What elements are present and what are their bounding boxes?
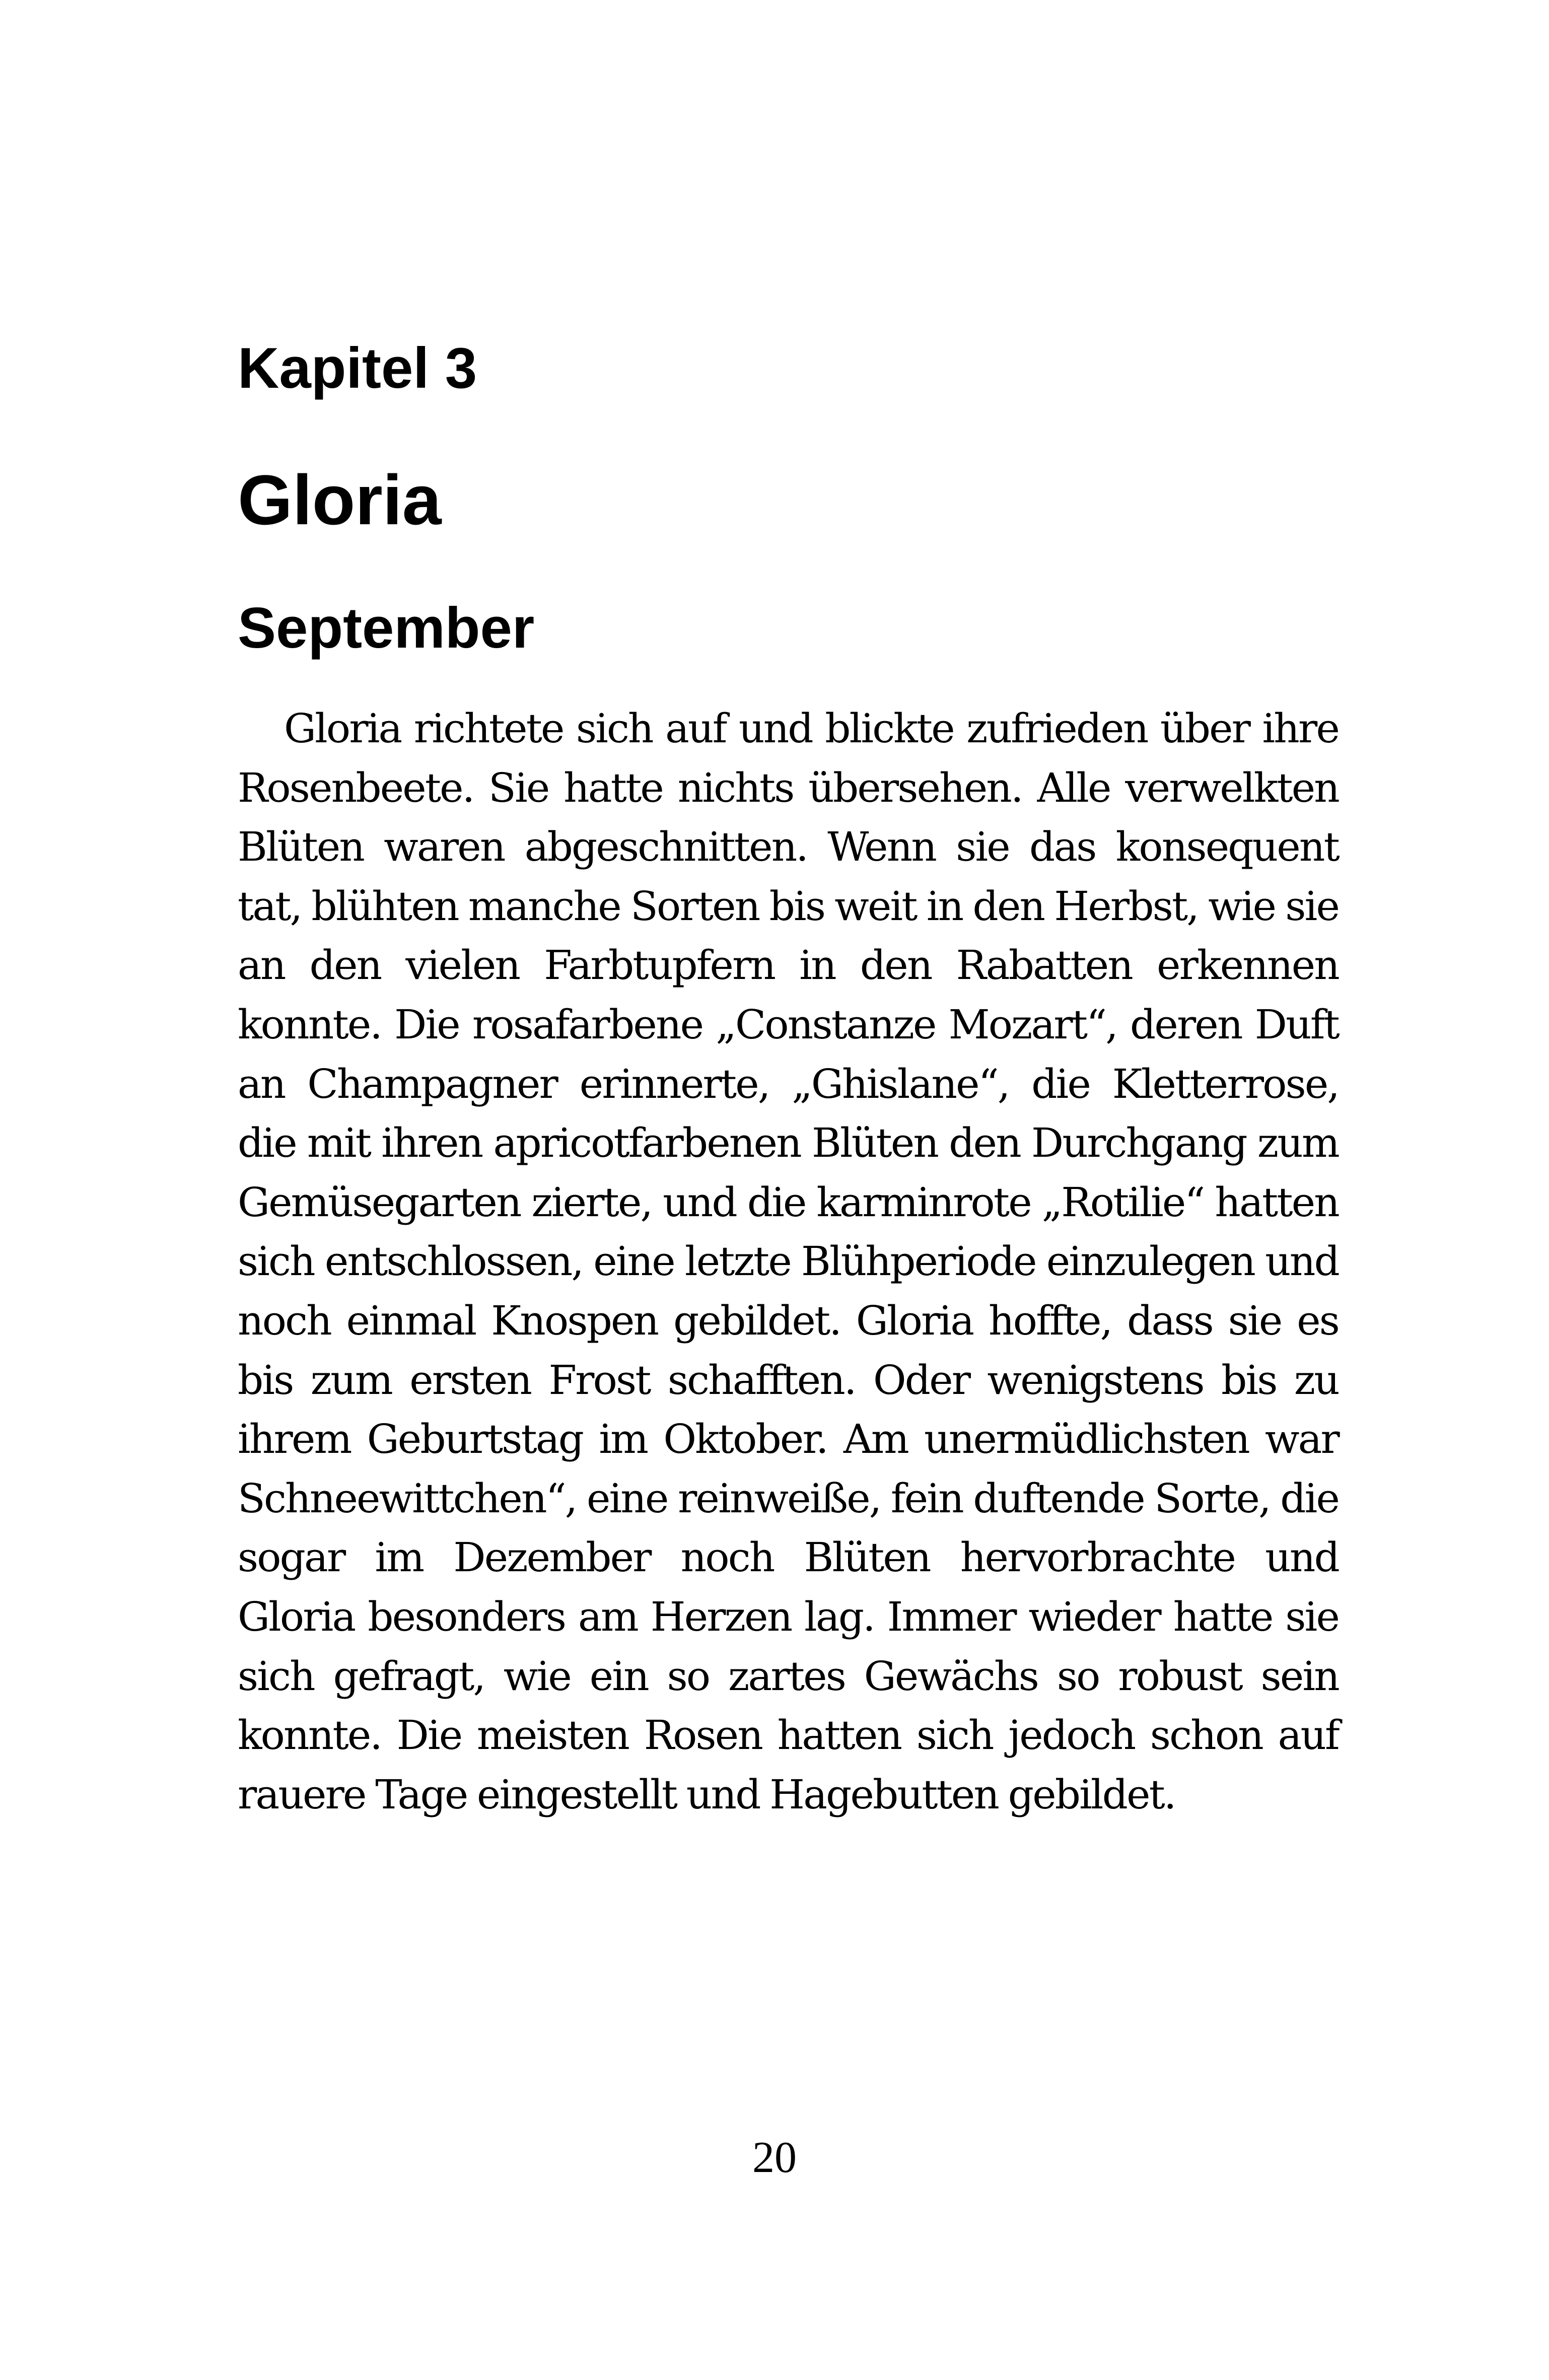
- chapter-title: Gloria: [238, 460, 442, 539]
- page-number: 20: [752, 2133, 797, 2182]
- body-paragraph: Gloria richtete sich auf und blickte zufrieden über ihre Rosenbeete. Sie hatte nichts übersehen. Alle verwelkten Blüten waren abgeschnitten. Wenn sie das konsequent tat, blühten manche Sorten bis weit in den Herbst, wie sie an den vielen Farbtupfern in den Rabatten erkennen konnte. Die rosafarbene „Constanze Mozart“, deren Duft an Champagner erinnerte, „Ghislane“, die Kletterrose, die mit ihren apricotfarbenen Blüten den Durchgang zum Gemüsegarten zierte, und die karminrote „Rotilie“ hatten sich entschlossen, eine letzte Blühperiode einzulegen und noch einmal Knospen gebildet. Gloria hoffte, dass sie es bis zum ersten Frost schafften. Oder wenigstens bis zu ihrem Geburtstag im Oktober. Am unermüdlichsten war Schneewittchen“, eine reinweiße, fein duftende Sorte, die sogar im Dezember noch Blüten hervorbrachte und Gloria besonders am Herzen lag. Immer wieder hatte sie sich gefragt, wie ein so zartes Gewächs so robust sein konnte. Die meisten Rosen hatten sich jedoch schon auf rauere Tage eingestellt und Hagebutten gebildet.: [238, 705, 1339, 1818]
- chapter-label: Kapitel 3: [238, 336, 477, 400]
- section-title: September: [238, 596, 535, 660]
